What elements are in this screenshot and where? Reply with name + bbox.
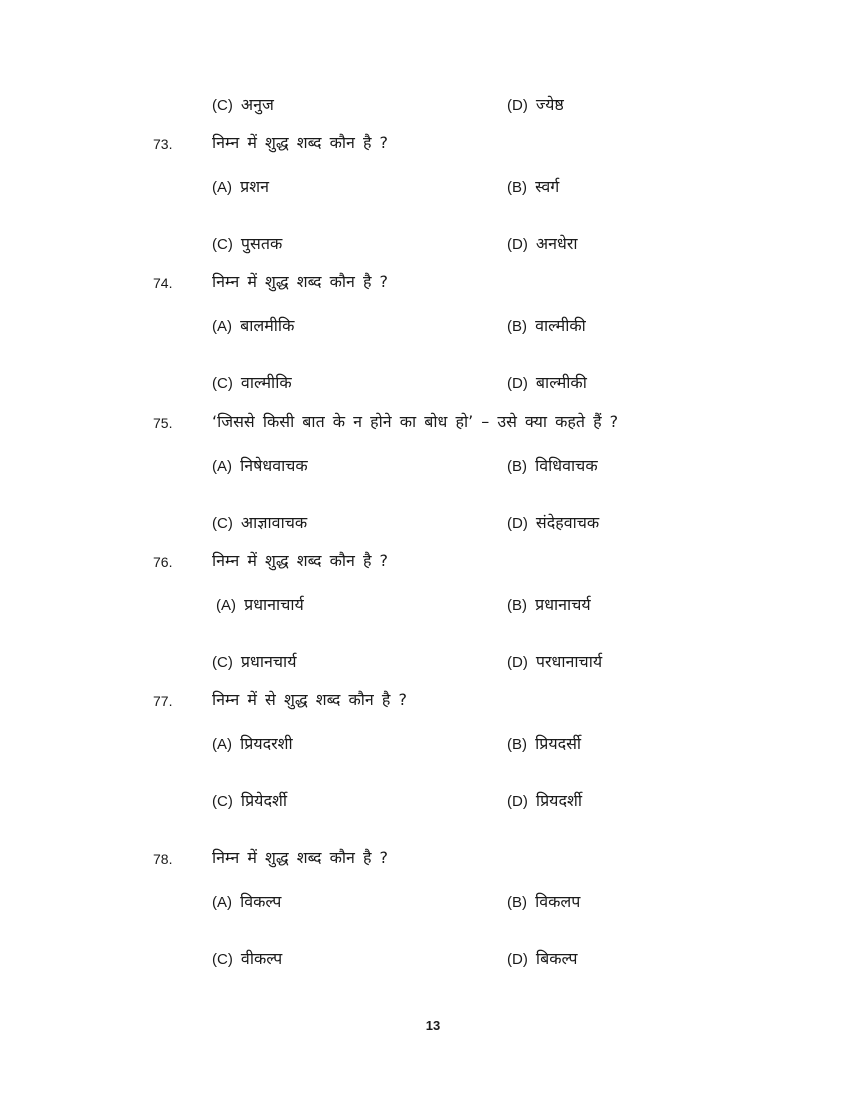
option-d [507, 234, 578, 255]
option-label: (C) [212, 654, 233, 671]
option-c [212, 513, 307, 534]
option-text: निषेधवाचक [240, 456, 308, 475]
option-text: प्रधानाचार्य [244, 595, 304, 614]
option-label: (B) [507, 597, 527, 614]
question-text: ‘जिससे किसी बात के न होने का बोध हो’ – उसे क्या कहते हैं ? [212, 412, 619, 431]
page-number: 13 [425, 1018, 441, 1033]
question-number: 74. [153, 275, 173, 291]
option-label: (B) [507, 736, 527, 753]
option-label: (D) [507, 97, 528, 114]
option-text: संदेहवाचक [535, 513, 600, 532]
option-text: परधानाचार्य [535, 652, 603, 671]
option-text: पुसतक [240, 234, 283, 253]
option-c [212, 791, 287, 812]
option-label: (D) [507, 951, 528, 968]
option-b [507, 177, 559, 198]
option-text: विधिवाचक [535, 456, 598, 475]
question-text: निम्न में से शुद्ध शब्द कौन है ? [212, 690, 407, 709]
option-b [507, 595, 591, 616]
option-text: प्रशन [240, 177, 269, 196]
option-text: अनधेरा [535, 234, 578, 253]
option-a [212, 456, 308, 477]
option-text: विकल्प [240, 892, 282, 911]
option-label: (A) [212, 458, 232, 475]
option-a [212, 316, 294, 337]
option-label: (D) [507, 236, 528, 253]
question-number: 73. [153, 136, 173, 152]
option-text: प्रियदर्शी [535, 791, 582, 810]
option-label: (A) [216, 597, 236, 614]
option-label: (C) [212, 97, 233, 114]
question-number: 77. [153, 693, 173, 709]
option-text: स्वर्ग [535, 177, 560, 196]
question-number: 78. [153, 851, 173, 867]
option-label: (C) [212, 793, 233, 810]
option-d [507, 95, 564, 116]
option-b [507, 892, 580, 913]
option-label: (A) [212, 179, 232, 196]
option-d [507, 652, 602, 673]
option-a [212, 892, 281, 913]
option-text: प्रधानचार्य [240, 652, 297, 671]
option-text: अनुज [240, 95, 274, 114]
question-text: निम्न में शुद्ध शब्द कौन है ? [212, 272, 389, 291]
question-number: 75. [153, 415, 173, 431]
option-a [216, 595, 304, 616]
option-label: (D) [507, 793, 528, 810]
option-label: (D) [507, 375, 528, 392]
option-text: प्रियदरशी [240, 734, 293, 753]
option-text: विकलप [535, 892, 581, 911]
option-label: (A) [212, 318, 232, 335]
option-label: (C) [212, 236, 233, 253]
option-d [507, 949, 577, 970]
option-label: (B) [507, 894, 527, 911]
option-label: (D) [507, 654, 528, 671]
option-b [507, 456, 598, 477]
option-c [212, 949, 282, 970]
option-c [212, 95, 274, 116]
option-a [212, 734, 293, 755]
question-text: निम्न में शुद्ध शब्द कौन है ? [212, 848, 389, 867]
option-label: (C) [212, 375, 233, 392]
question-number: 76. [153, 554, 173, 570]
option-c [212, 652, 296, 673]
question-text: निम्न में शुद्ध शब्द कौन है ? [212, 133, 389, 152]
option-text: बाल्मीकी [535, 373, 587, 392]
option-d [507, 513, 599, 534]
option-text: प्रधानाचर्य [535, 595, 591, 614]
option-label: (C) [212, 515, 233, 532]
option-text: प्रियदर्सी [535, 734, 582, 753]
option-d [507, 373, 587, 394]
option-text: वीकल्प [240, 949, 283, 968]
option-text: वाल्मीकी [535, 316, 586, 335]
option-label: (A) [212, 894, 232, 911]
option-text: प्रियेदर्शी [240, 791, 287, 810]
option-b [507, 734, 581, 755]
option-label: (D) [507, 515, 528, 532]
option-b [507, 316, 586, 337]
option-text: बिकल्प [535, 949, 578, 968]
option-a [212, 177, 269, 198]
option-text: वाल्मीकि [240, 373, 292, 392]
option-text: बालमीकि [240, 316, 295, 335]
option-text: ज्येष्ठ [535, 95, 564, 114]
option-label: (C) [212, 951, 233, 968]
option-text: आज्ञावाचक [240, 513, 308, 532]
option-d [507, 791, 582, 812]
question-text: निम्न में शुद्ध शब्द कौन है ? [212, 551, 389, 570]
option-c [212, 373, 292, 394]
option-label: (A) [212, 736, 232, 753]
option-c [212, 234, 282, 255]
option-label: (B) [507, 318, 527, 335]
option-label: (B) [507, 179, 527, 196]
option-label: (B) [507, 458, 527, 475]
